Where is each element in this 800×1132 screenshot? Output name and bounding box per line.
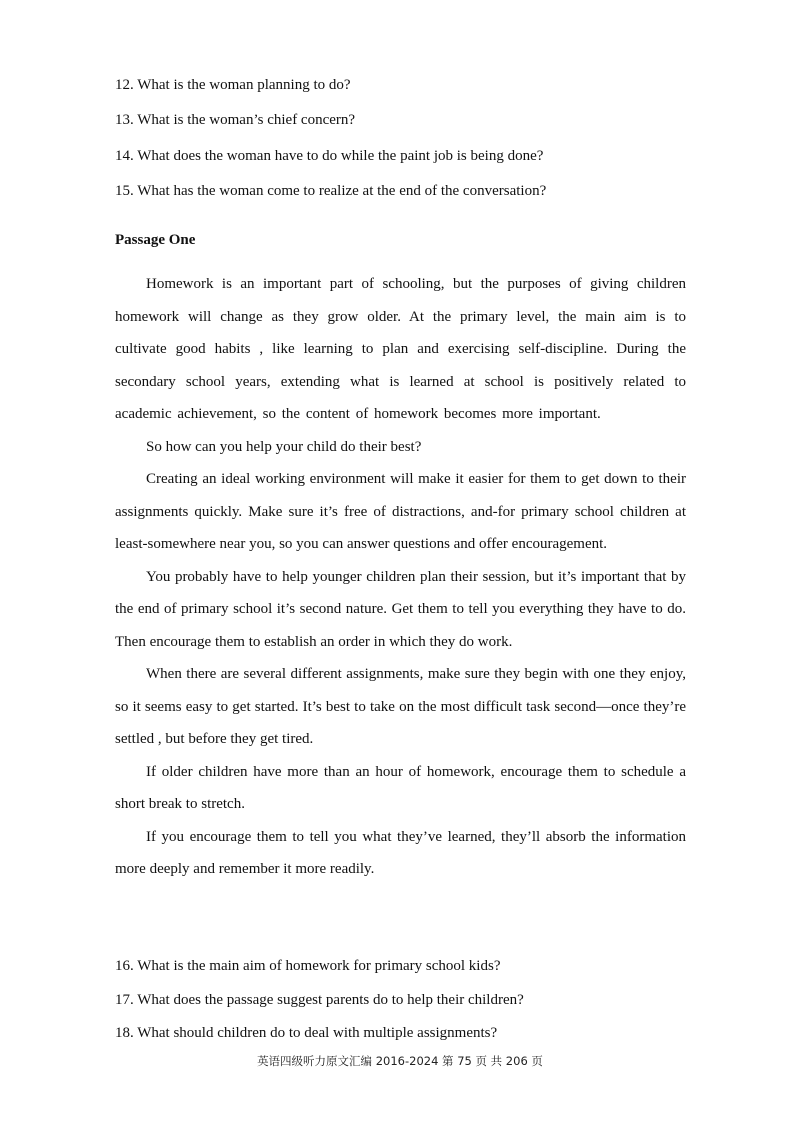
passage-paragraph: When there are several different assignments, make sure they begin with one they enjoy, so it seems easy to get started. It’s best to take on the most difficult task second—once they’re settled , but before they get tired. [115,666,686,747]
question-17: 17. What does the passage suggest parents do to help their children? [115,992,524,1008]
question-12: 12. What is the woman planning to do? [115,77,351,93]
passage-paragraph: If older children have more than an hour of homework, encourage them to schedule a short break to stretch. [115,763,686,812]
question-18: 18. What should children do to deal with multiple assignments? [115,1025,498,1041]
passage-paragraph: If you encourage them to tell you what they’ve learned, they’ll absorb the information more deeply and remember it more readily. [115,828,686,877]
question-13: 13. What is the woman’s chief concern? [115,112,356,128]
passage-paragraph: You probably have to help younger children plan their session, but it’s important that by the end of primary school it’s second nature. Get them to tell you everything they have to do. Then encourage them to establish an order in which they do work. [115,568,686,650]
page-footer: 英语四级听力原文汇编 2016-2024 第 75 页 共 206 页 [257,1054,543,1068]
passage-paragraph: Homework is an important part of schooling, but the purposes of giving children homework will change as they grow older. At the primary level, the main aim is to cultivate good habits , like learning to plan and exercising self-discipline. During the secondary school years, extending what is learned at school is positively related to academic achievement, so the content of homework becomes more important. [115,276,686,422]
passage-body [115,268,686,886]
passage-heading: Passage One [115,232,196,248]
passage-paragraph: Creating an ideal working environment will make it easier for them to get down to their assignments quickly. Make sure it’s free of distractions, and-for primary school children at least-somewhere near you, so you can answer questions and offer encouragement. [115,471,686,552]
question-15: 15. What has the woman come to realize at the end of the conversation? [115,183,547,199]
passage-paragraph: So how can you help your child do their best? [146,438,422,455]
question-14: 14. What does the woman have to do while the paint job is being done? [115,148,544,164]
question-16: 16. What is the main aim of homework for primary school kids? [115,958,501,974]
